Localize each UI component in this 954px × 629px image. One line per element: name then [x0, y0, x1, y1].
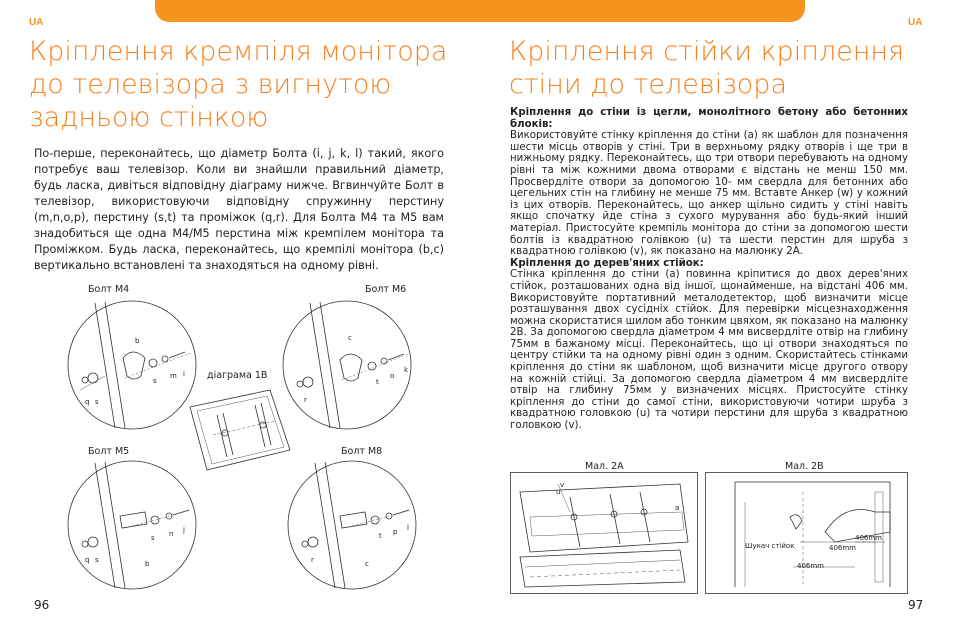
callout-p: p: [393, 528, 398, 536]
callout-u: u: [556, 488, 561, 496]
bolt-m8-diagram: [285, 458, 420, 593]
fig-2a-label: Мал. 2А: [585, 461, 624, 472]
callout-s: s: [151, 534, 155, 542]
callout-t: t: [379, 532, 382, 540]
callout-b: b: [135, 337, 140, 345]
callout-m: m: [170, 372, 177, 380]
label-bolt-m4: Болт M4: [88, 284, 130, 295]
dim-label-1: 406mm: [829, 544, 856, 552]
section1-heading: Кріплення до стіни із цегли, монолітного бетону або бетонних блоків:: [510, 107, 908, 130]
callout-q: q: [85, 398, 90, 406]
callout-r: r: [311, 556, 314, 564]
stud-finder-label: Шукач стійок: [745, 542, 795, 550]
fig-2b-label: Мал. 2В: [785, 461, 824, 472]
callout-c: c: [348, 334, 352, 342]
callout-k: k: [404, 366, 409, 374]
section1-body: Використовуйте стінку кріплення до стіни (а) як шаблон для позначення шести місць отворів у стіні. Три в верхньому рядку отворів і ще три в нижньому рядку. Переконайтесь, що три отвори перебувають на одному рівні та між кожними двома отворами є відстань не менш 150 мм. Просвердліте отвори за допомогою 10- мм свердла для бетонних або цегельних стін на глибину не менше 75 мм. Вставте Анкер (w) у кожний із цих отворів. Переконайтесь, що анкер щільно сидить у стіні навіть якщо спочатку йде стіна з сухого мурування або будь-який інший матеріал. Пристосуйте кремпіль монітора до стіни за допомогою шести болтів із квадратною голівкою (u) та шести перстин для шруба з квадратною голівкою (v), як показано на малюнку 2А.: [510, 130, 908, 258]
callout-a: a: [675, 504, 680, 512]
section2-body: Стінка кріплення до стіни (а) повинна кріпитися до двох дерев'яних стійок, розташованих одна від іншої, щонайменше, на відстані 406 мм. Використовуйте портативний металодетектор, щоб визначити місце розташування двох сусідніх стійок. Для перевірки місцезнаходження можна скористатися шилом або тонким цвяхом, як показано на малюнку 2В. За допомогою свердла діаметром 4 мм висвердліте отвір на глибину 75мм в бажаному місці. Переконайтесь, що ці отвори знаходяться по центру стійки та на одному рівні один з одним. Скористайтесь стінками кріплення до стіни як шаблоном, щоб визначити місце другого отвору на кожній стійці. За допомогою свердла діаметром 4 мм висвердліте отвір на глибину 75мм у визначених місцях. Пристосуйте стінку кріплення до стіни до самої стіни, використовуючи чотири шруба з квадратною головкою (u) та чотири перстини для шруба з квадратною головкою (v).: [510, 269, 908, 432]
label-bolt-m8: Болт M8: [341, 446, 383, 457]
bolt-m6-diagram: [280, 298, 415, 433]
callout-s2: s: [95, 556, 99, 564]
callout-n: n: [169, 530, 174, 538]
callout-b: b: [145, 560, 150, 568]
dim-label-3: 406mm: [797, 562, 824, 570]
callout-v: v: [560, 481, 565, 489]
page-number-right: 97: [908, 598, 924, 612]
bolt-m5-diagram: [65, 458, 200, 593]
callout-s: s: [153, 377, 157, 385]
bolt-m4-diagram: [65, 298, 200, 433]
callout-l: l: [407, 524, 409, 532]
figure-2b: [705, 472, 908, 594]
callout-q: q: [85, 556, 90, 564]
right-body: [510, 107, 908, 432]
callout-j: j: [183, 526, 185, 534]
callout-c: c: [365, 560, 369, 568]
lang-label-left: UA: [29, 17, 44, 28]
callout-o: o: [390, 372, 395, 380]
header-tab: [155, 0, 805, 22]
lang-label-right: UA: [908, 17, 923, 28]
label-diagram-1b: діаграма 1В: [207, 370, 268, 381]
page-number-left: 96: [34, 598, 50, 612]
callout-t: t: [376, 378, 379, 386]
label-bolt-m5: Болт M5: [88, 446, 130, 457]
left-body-text: По-перше, переконайтесь, що діаметр Болта (i, j, k, l) такий, якого потребує ваш телевізор. Коли ви знайшли правильний діаметр, будь ласка, дивіться відповідну діаграму нижче. Вгвинчуйте Болт в телевізор, використовуючи відповідну спружинну перстину (m,n,o,p), перстину (s,t) та проміжок (q,r). Для Болта M4 та M5 вам знадобиться ще одна M4/M5 перстина між кремпілем монітора та Проміжком. Будь ласка, переконайтесь, що кремпілі монітора (b,c) вертикально встановлені та знаходяться на одному рівні.: [34, 147, 444, 272]
figure-2a: [510, 472, 698, 594]
section2-heading: Кріплення до дерев'яних стійок:: [510, 257, 704, 269]
dim-label-2: 406mm: [855, 534, 882, 542]
callout-i: i: [183, 370, 185, 378]
callout-s2: s: [95, 398, 99, 406]
callout-r: r: [304, 396, 307, 404]
label-bolt-m6: Болт M6: [365, 284, 407, 295]
right-page-title: Кріплення стійки кріплення стіни до телевізора: [509, 36, 905, 100]
left-page-title: Кріплення кремпіля монітора до телевізора з вигнутою задньою стінкою: [29, 36, 448, 133]
diagram-1b: [185, 385, 295, 475]
